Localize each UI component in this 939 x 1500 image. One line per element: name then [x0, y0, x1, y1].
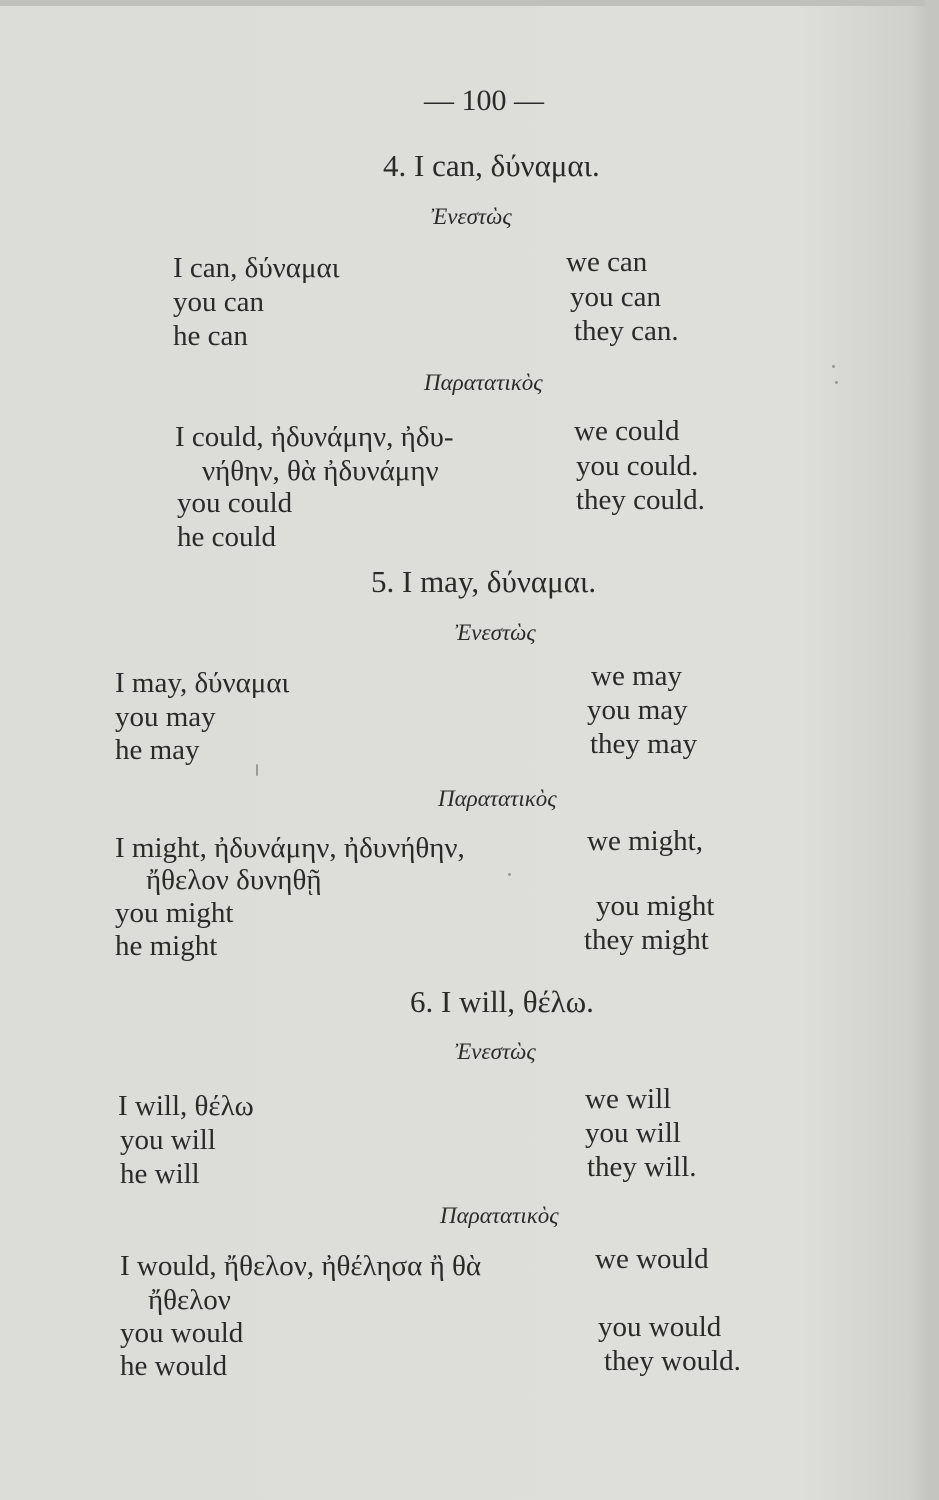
right-line: we could — [574, 415, 680, 447]
left-line: he will — [120, 1158, 200, 1190]
paper-speck — [835, 381, 838, 384]
right-line: we can — [566, 246, 648, 278]
left-line: you would — [120, 1317, 244, 1349]
left-line: he would — [120, 1350, 228, 1382]
tense-name: Ἐνεστὼς — [455, 1039, 536, 1064]
page-number: — 100 — — [424, 84, 544, 117]
tense-name: Παρατατικὸς — [438, 786, 557, 811]
left-line: I might, ἠδυνάμην, ἠδυνήθην, — [115, 832, 465, 864]
right-line: you can — [570, 281, 661, 313]
right-line: we would — [595, 1243, 709, 1275]
left-line: I may, δύναμαι — [115, 667, 290, 699]
tense-name: Ἐνεστὼς — [431, 204, 512, 229]
tense-name: Παρατατικὸς — [440, 1203, 559, 1228]
right-line: we might, — [587, 825, 703, 857]
left-line: you could — [177, 487, 293, 519]
right-line: you may — [587, 694, 688, 726]
section-heading: 6. I will, θέλω. — [410, 984, 594, 1019]
right-line: they may — [590, 728, 698, 760]
right-line: they can. — [574, 315, 679, 347]
right-line: you will — [585, 1117, 681, 1149]
right-line: they would. — [604, 1345, 741, 1377]
right-line: you might — [596, 890, 715, 922]
paper-speck — [508, 873, 511, 876]
left-line: ἤθελον δυνηθῇ — [146, 864, 322, 896]
left-line: I will, θέλω — [118, 1090, 254, 1122]
right-line: they will. — [587, 1151, 697, 1183]
left-line: you may — [115, 701, 216, 733]
right-line: we may — [591, 660, 682, 692]
left-line: ἤθελον — [148, 1284, 231, 1316]
left-line: I would, ἤθελον, ἠθέλησα ἢ θὰ — [120, 1250, 482, 1282]
left-line: he could — [177, 521, 277, 553]
right-line: you could. — [576, 450, 699, 482]
tense-name: Ἐνεστὼς — [455, 620, 536, 645]
section-heading: 4. I can, δύναμαι. — [383, 148, 600, 183]
left-line: you might — [115, 897, 234, 929]
page-top-shadow — [0, 0, 939, 6]
section-heading: 5. I may, δύναμαι. — [371, 564, 597, 599]
right-line: they could. — [576, 484, 705, 516]
tense-name: Παρατατικὸς — [424, 370, 543, 395]
right-line: they might — [584, 924, 709, 956]
left-line: I can, δύναμαι — [173, 252, 340, 284]
left-line: he may — [115, 734, 200, 766]
left-line: I could, ἠδυνάμην, ἠδυ- — [175, 421, 454, 453]
left-line: you can — [173, 286, 264, 318]
right-line: you would — [598, 1311, 722, 1343]
paper-speck — [832, 365, 835, 368]
left-line: you will — [120, 1124, 216, 1156]
left-line: he can — [173, 320, 248, 352]
page-edge — [925, 0, 939, 1500]
left-line: νήθην, θὰ ἠδυνάμην — [202, 455, 439, 487]
paper-speck — [256, 764, 258, 776]
left-line: he might — [115, 930, 218, 962]
right-line: we will — [585, 1083, 672, 1115]
